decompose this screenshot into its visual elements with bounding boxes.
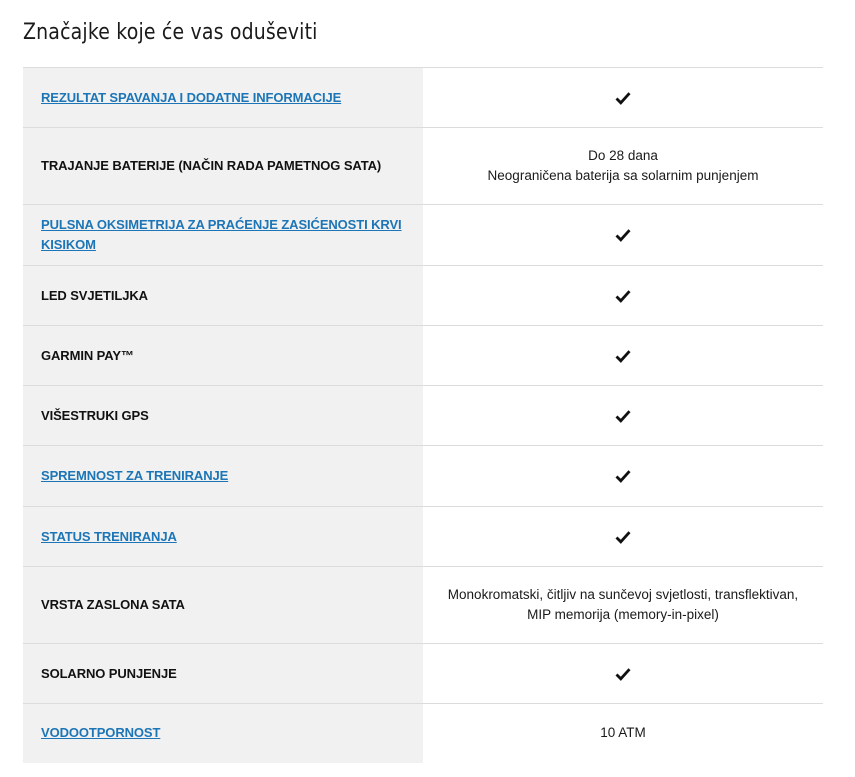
table-row [23, 704, 823, 763]
table-row [23, 386, 823, 446]
feature-label-led-flashlight: LED SVJETILJKA [41, 287, 148, 303]
feature-value-cell [423, 205, 823, 266]
feature-link-sleep-score[interactable]: REZULTAT SPAVANJA I DODATNE INFORMACIJE [41, 89, 342, 105]
table-row [23, 567, 823, 644]
feature-link-training-readiness[interactable]: SPREMNOST ZA TRENIRANJE [41, 468, 229, 483]
feature-label-display-type: VRSTA ZASLONA SATA [41, 597, 185, 612]
table-row [23, 644, 823, 704]
checkmark-icon [615, 469, 631, 483]
feature-value-cell [423, 266, 823, 326]
features-table [23, 67, 823, 763]
checkmark-icon [615, 228, 631, 242]
feature-value-text: Neograničena baterija sa solarnim punjenjem [487, 168, 759, 183]
feature-value-cell [423, 326, 823, 386]
table-row [23, 326, 823, 386]
feature-label-cell [23, 567, 423, 644]
table-row [23, 446, 823, 507]
checkmark-icon [615, 530, 631, 544]
feature-label-cell [23, 644, 423, 704]
feature-label-cell [23, 507, 423, 567]
feature-value-cell [423, 386, 823, 446]
checkmark-icon [615, 667, 631, 681]
checkmark-icon [615, 409, 631, 423]
feature-link-training-status[interactable]: STATUS TRENIRANJA [41, 528, 177, 544]
feature-value-text: Do 28 dana [588, 148, 658, 163]
feature-link-water-rating[interactable]: VODOOTPORNOST [41, 725, 161, 741]
feature-label-cell [23, 128, 423, 205]
feature-value-cell [423, 704, 823, 763]
feature-value-cell [423, 507, 823, 567]
feature-value-cell [423, 128, 823, 205]
feature-label-cell [23, 68, 423, 128]
table-row [23, 507, 823, 567]
feature-value-cell [423, 446, 823, 507]
feature-label-cell [23, 266, 423, 326]
checkmark-icon [615, 349, 631, 363]
checkmark-icon [615, 289, 631, 303]
feature-value-text: 10 ATM [600, 725, 646, 741]
feature-value-text: MIP memorija (memory-in-pixel) [527, 607, 719, 622]
page-title: Značajke koje će vas oduševiti [23, 20, 318, 45]
table-row [23, 266, 823, 326]
feature-label-cell [23, 326, 423, 386]
feature-label-cell [23, 386, 423, 446]
feature-label-cell [23, 704, 423, 763]
feature-label-multi-gnss: VIŠESTRUKI GPS [41, 407, 149, 423]
feature-value-cell [423, 567, 823, 644]
feature-label-cell [23, 205, 423, 266]
feature-link-pulse-ox[interactable]: PULSNA OKSIMETRIJA ZA PRAĆENJE ZASIĆENOSTI KRVI KISIKOM [41, 217, 402, 252]
feature-value-text: Monokromatski, čitljiv na sunčevoj svjetlosti, transflektivan, [447, 587, 799, 602]
feature-label-battery-life: TRAJANJE BATERIJE (NAČIN RADA PAMETNOG SATA) [41, 158, 382, 173]
table-row [23, 128, 823, 205]
feature-value-cell [423, 68, 823, 128]
feature-label-garmin-pay: GARMIN PAY™ [41, 347, 134, 363]
checkmark-icon [615, 91, 631, 105]
feature-label-cell [23, 446, 423, 507]
table-row [23, 205, 823, 266]
feature-label-solar-charging: SOLARNO PUNJENJE [41, 665, 177, 681]
table-row [23, 68, 823, 128]
feature-value-cell [423, 644, 823, 704]
